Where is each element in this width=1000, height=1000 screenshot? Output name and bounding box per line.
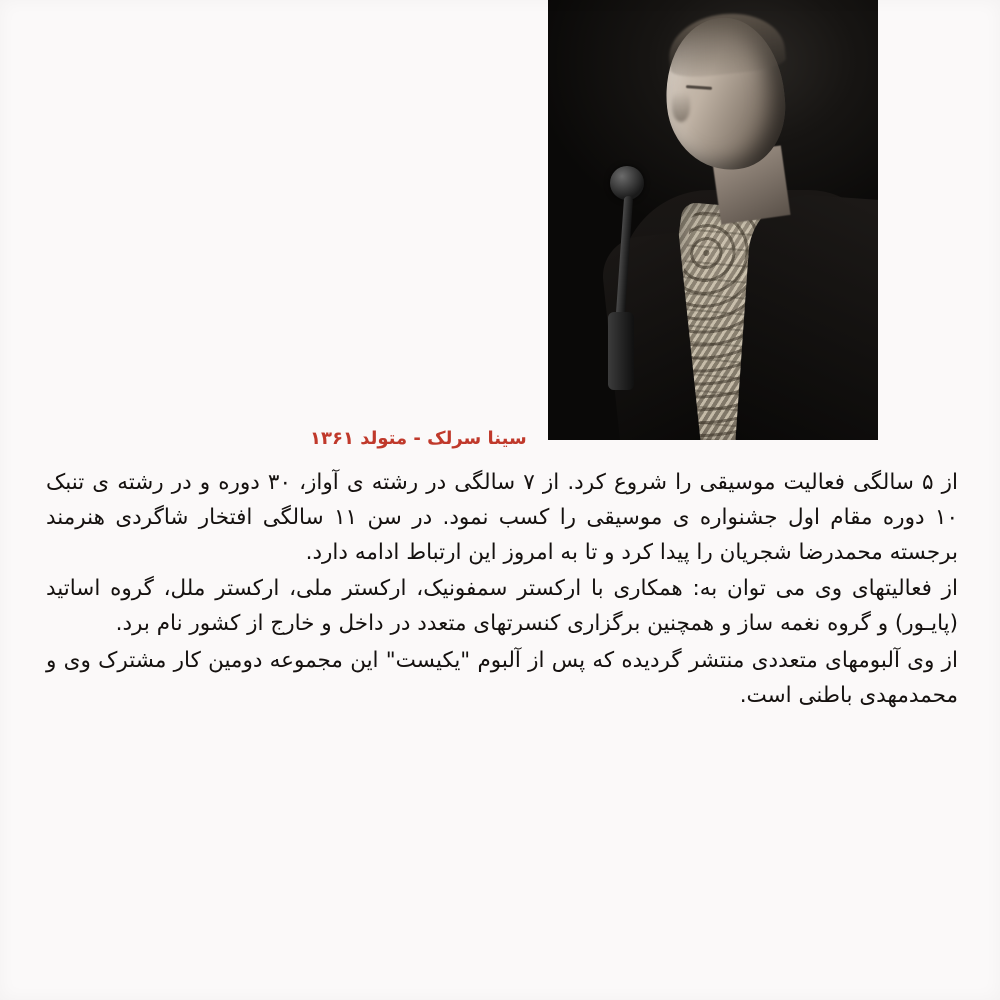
biography-paragraph-1: از ۵ سالگی فعالیت موسیقی را شروع کرد. از ۷ سالگی در رشته ی آواز، ۳۰ دوره و در رشته ی تنبک ۱۰ دوره مقام اول جشنواره ی موسیقی را کسب نمود. در سن ۱۱ سالگی افتخار شاگردی هنرمند برجسته محمدرضا شجریان را پیدا کرد و تا به امروز این ارتباط ادامه دارد. xyxy=(46,470,958,565)
biography-text xyxy=(46,466,958,716)
photo-collar-right xyxy=(735,191,878,440)
biography-paragraph-2: از فعالیتهای وی می توان به: همکاری با ارکستر سمفونیک، ارکستر ملی، ارکستر ملل، گروه اساتید (پایـور) و گروه نغمه ساز و همچنین برگزاری کنسرتهای متعدد در داخل و خارج از کشور نام برد. xyxy=(46,576,958,637)
artist-photo xyxy=(548,0,878,440)
photo-nose-shadow xyxy=(672,92,690,122)
microphone-stand xyxy=(608,312,634,390)
microphone-icon xyxy=(610,166,644,200)
biography-paragraph-3: از وی آلبومهای متعددی منتشر گردیده که پس از آلبوم "یکیست" این مجموعه دومین کار مشترک وی و محمدمهدی باطنی است. xyxy=(46,648,958,708)
photo-caption: سینا سرلک - متولد ۱۳۶۱ xyxy=(310,428,527,449)
